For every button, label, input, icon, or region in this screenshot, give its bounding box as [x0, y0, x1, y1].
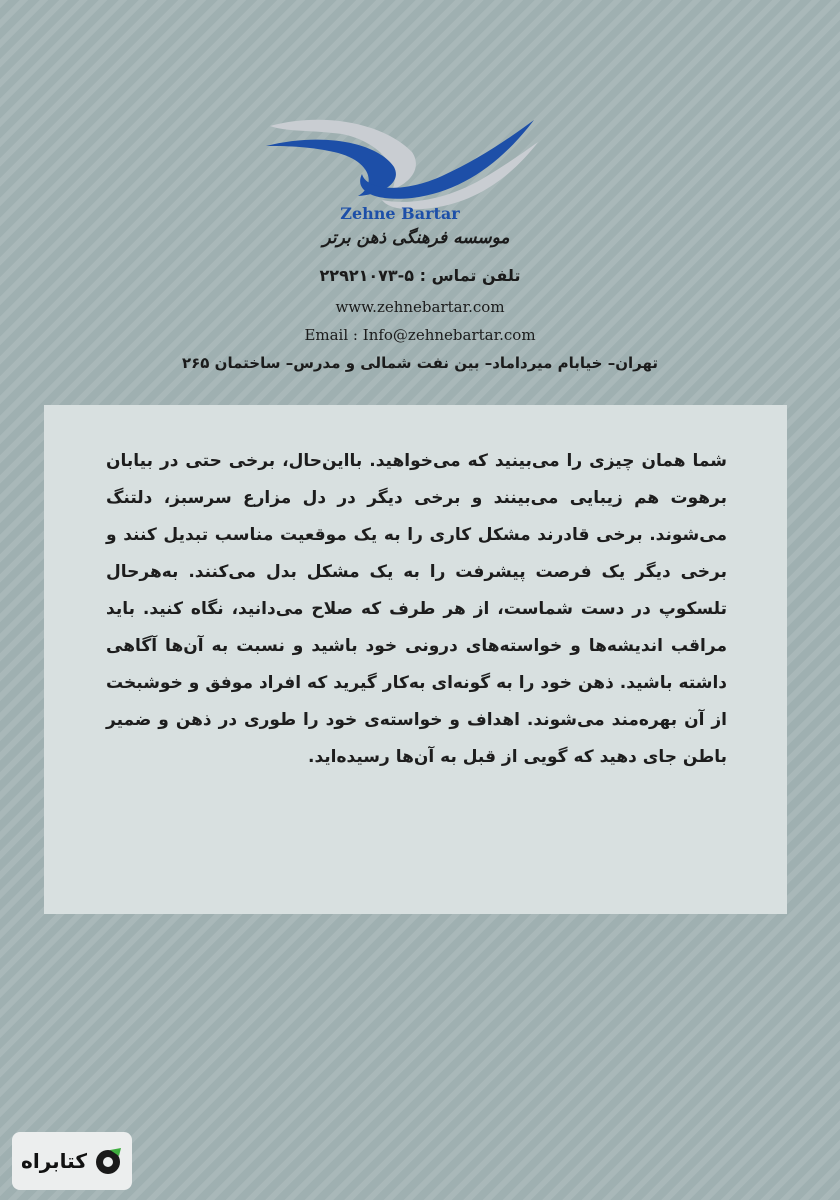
contact-email[interactable] — [0, 326, 840, 344]
brand-name-en: Zehne Bartar — [340, 204, 460, 223]
contact-phone: تلفن تماس : ۵-۲۲۹۲۱۰۷۳ — [319, 266, 521, 285]
ketabrah-logo-icon — [93, 1146, 123, 1176]
body-paragraph: شما همان چیزی را می‌بینید که می‌خواهید. بااین‌حال، برخی حتی در بیابان برهوت هم زیبایی می‌بینند و برخی دیگر در دل مزارع سرسبز، دلتنگ می‌شوند. برخی قادرند مشکل کاری را به یک موقعیت مناسب تبدیل کنند و برخی دیگر یک فرصت پیشرفت را به یک مشکل بدل می‌کنند. به‌هرحال تلسکوپ در دست شماست، از هر طرف که صلاح می‌دانید، نگاه کنید. باید مراقب اندیشه‌ها و خواسته‌های درونی خود باشید و نسبت به آن‌ها آگاهی داشته باشید. ذهن خود را به گونه‌ای به‌کار گیرید که افراد موفق و خوشبخت از آن بهره‌مند می‌شوند. اهداف و خواسته‌ی خود را طوری در ذهن و ضمیر باطن جای دهید که گویی از قبل به آن‌ها رسیده‌اید. — [106, 451, 727, 767]
ketabrah-watermark — [12, 1132, 132, 1190]
email-value: Info@zehnebartar.com — [362, 326, 536, 344]
contact-website[interactable]: www.zehnebartar.com — [335, 298, 505, 316]
contact-address: تهران– خیابام میرداماد– بین نفت شمالی و مدرس– ساختمان ۲۶۵ — [181, 354, 659, 372]
text-panel — [44, 405, 787, 914]
brand-name-fa: موسسه فرهنگی ذهن برتر — [322, 228, 510, 248]
watermark-label: کتابراه — [21, 1149, 87, 1173]
email-label: Email : — [304, 326, 358, 344]
